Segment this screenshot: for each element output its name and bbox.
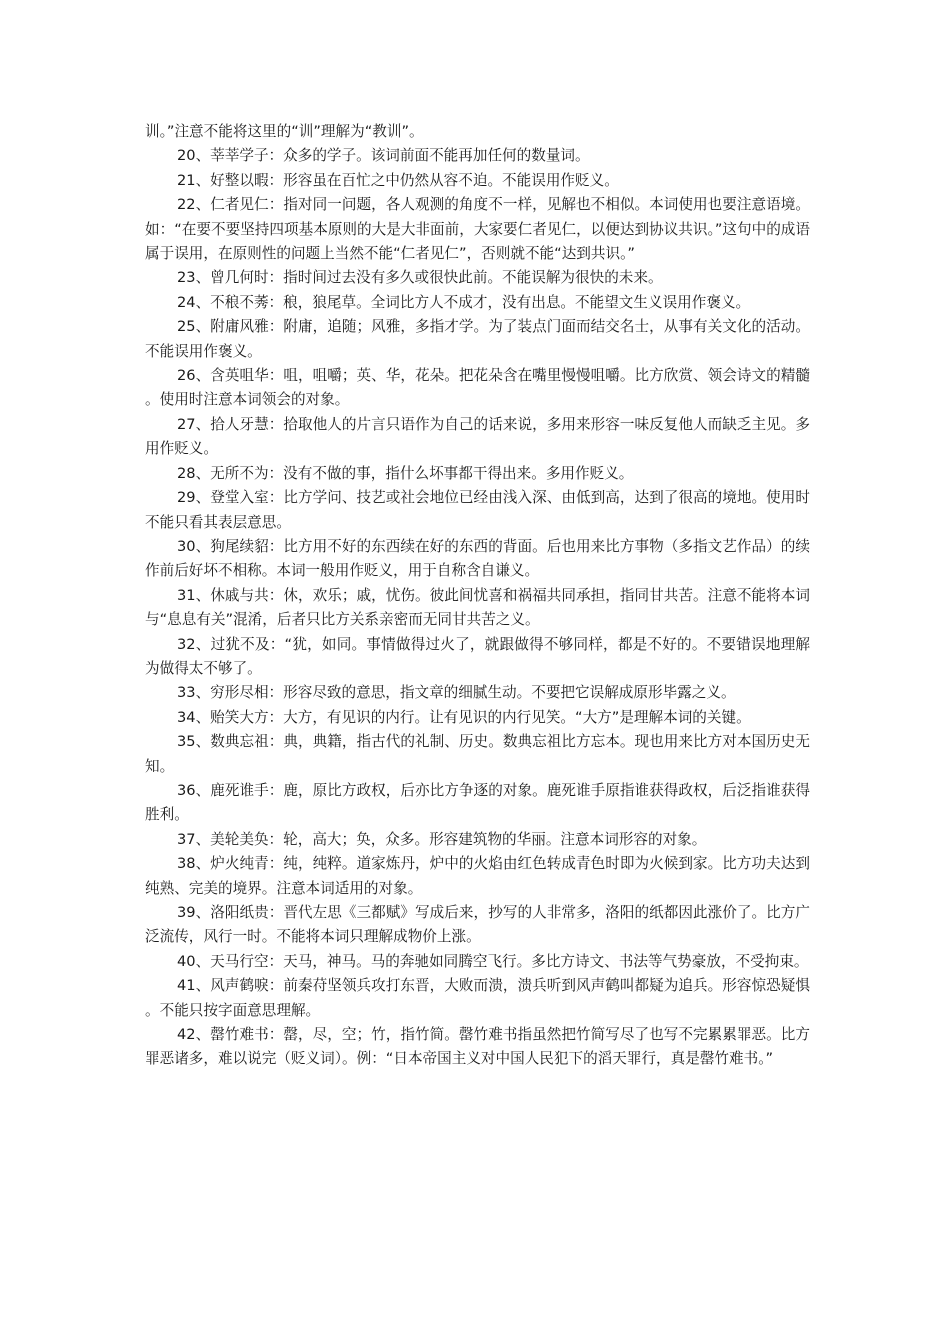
idiom-entry-39: 39、洛阳纸贵：晋代左思《三都赋》写成后来，抄写的人非常多，洛阳的纸都因此涨价了。比方广泛流传，风行一时。不能将本词只理解成物价上涨。 bbox=[145, 904, 810, 946]
idiom-entry-29: 29、登堂入室：比方学问、技艺或社会地位已经由浅入深、由低到高，达到了很高的境地。使用时不能只看其表层意思。 bbox=[145, 489, 810, 531]
idiom-entry-22: 22、仁者见仁：指对同一问题，各人观测的角度不一样，见解也不相似。本词使用也要注意语境。如：“在要不要坚持四项基本原则的大是大非面前，大家要仁者见仁，以便达到协议共识。”这句中的成语属于误用，在原则性的问题上当然不能“仁者见仁”，否则就不能“达到共识。” bbox=[145, 196, 810, 263]
idiom-entry-38: 38、炉火纯青：纯，纯粹。道家炼丹，炉中的火焰由红色转成青色时即为火候到家。比方功夫达到纯熟、完美的境界。注意本词适用的对象。 bbox=[145, 855, 810, 897]
idiom-entry-40: 40、天马行空：天马，神马。马的奔驰如同腾空飞行。多比方诗文、书法等气势豪放，不受拘束。 bbox=[177, 952, 809, 970]
idiom-entry-20: 20、莘莘学子：众多的学子。该词前面不能再加任何的数量词。 bbox=[177, 147, 590, 165]
idiom-entry-23: 23、曾几何时：指时间过去没有多久或很快此前。不能误解为很快的未来。 bbox=[177, 269, 663, 287]
idiom-entry-26: 26、含英咀华：咀，咀嚼；英、华，花朵。把花朵含在嘴里慢慢咀嚼。比方欣赏、领会诗文的精髓。使用时注意本词领会的对象。 bbox=[145, 367, 810, 409]
idiom-entry-21: 21、好整以暇：形容虽在百忙之中仍然从容不迫。不能误用作贬义。 bbox=[177, 171, 619, 189]
idiom-entry-33: 33、穷形尽相：形容尽致的意思，指文章的细腻生动。不要把它误解成原形毕露之义。 bbox=[177, 684, 736, 702]
document-page bbox=[145, 120, 810, 1072]
idiom-entry-32: 32、过犹不及：“犹，如同。事情做得过火了，就跟做得不够同样，都是不好的。不要错误地理解为做得太不够了。 bbox=[145, 635, 810, 677]
idiom-entry-36: 36、鹿死谁手：鹿，原比方政权，后亦比方争逐的对象。鹿死谁手原指谁获得政权，后泛指谁获得胜利。 bbox=[145, 781, 810, 824]
paragraph-continuation: 训。”注意不能将这里的“训”理解为“教训”。 bbox=[145, 123, 424, 140]
idiom-entry-37: 37、美轮美奂：轮，高大；奂，众多。形容建筑物的华丽。注意本词形容的对象。 bbox=[177, 830, 707, 848]
idiom-entry-35: 35、数典忘祖：典，典籍，指古代的礼制、历史。数典忘祖比方忘本。现也用来比方对本国历史无知。 bbox=[145, 733, 810, 775]
idiom-entry-31: 31、休戚与共：休，欢乐；戚，忧伤。彼此间忧喜和祸福共同承担，指同甘共苦。注意不能将本词与“息息有关”混淆，后者只比方关系亲密而无同甘共苦之义。 bbox=[145, 586, 810, 629]
idiom-entry-27: 27、拾人牙慧：拾取他人的片言只语作为自己的话来说，多用来形容一味反复他人而缺乏主见。多用作贬义。 bbox=[145, 415, 810, 458]
idiom-entry-41: 41、风声鹤唳：前秦苻坚领兵攻打东晋，大败而溃，溃兵听到风声鹤叫都疑为追兵。形容惊恐疑惧。不能只按字面意思理解。 bbox=[145, 977, 810, 1019]
idiom-entry-34: 34、贻笑大方：大方，有见识的内行。让有见识的内行见笑。“大方”是理解本词的关键。 bbox=[177, 708, 751, 726]
idiom-entry-42: 42、罄竹难书：罄，尽，空；竹，指竹简。罄竹难书指虽然把竹简写尽了也写不完累累罪恶。比方罪恶诸多，难以说完（贬义词）。例：“日本帝国主义对中国人民犯下的滔天罪行，真是罄竹难书。” bbox=[145, 1026, 810, 1068]
idiom-entry-24: 24、不稂不莠：稂，狼尾草。全词比方人不成才，没有出息。不能望文生义误用作褒义。 bbox=[177, 293, 751, 311]
idiom-entry-30: 30、狗尾续貂：比方用不好的东西续在好的东西的背面。后也用来比方事物（多指文艺作品）的续作前后好坏不相称。本词一般用作贬义，用于自称含自谦义。 bbox=[145, 537, 810, 580]
idiom-entry-25: 25、附庸风雅：附庸，追随；风雅，多指才学。为了装点门面而结交名士，从事有关文化的活动。不能误用作褒义。 bbox=[145, 318, 810, 360]
idiom-entry-28: 28、无所不为：没有不做的事，指什么坏事都干得出来。多用作贬义。 bbox=[177, 464, 634, 482]
